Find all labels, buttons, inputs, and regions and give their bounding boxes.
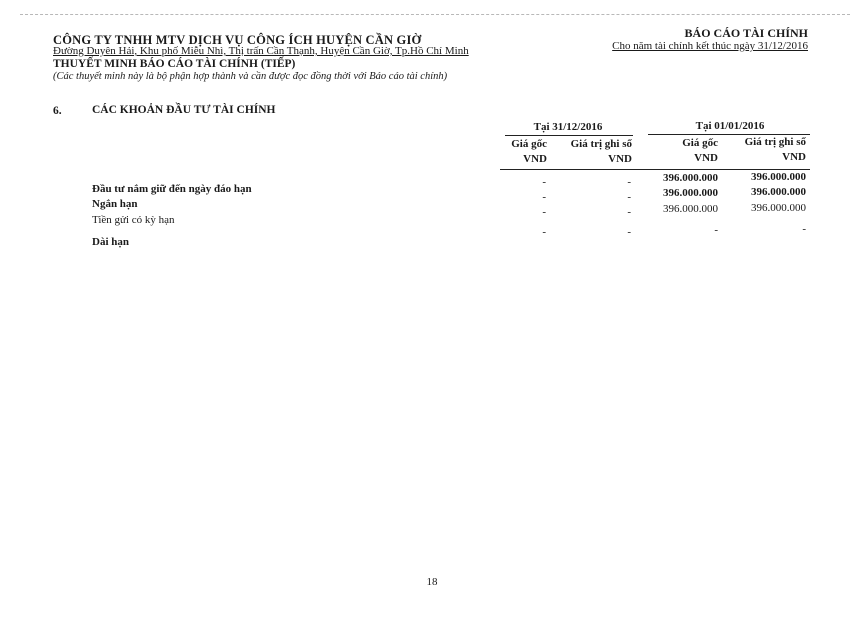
row-label-long-term: Dài hạn [92, 236, 129, 248]
col-unit-2: VND [608, 153, 632, 165]
cell: 396.000.000 [663, 187, 718, 199]
section-number: 6. [53, 105, 62, 117]
cell: 396.000.000 [751, 186, 806, 198]
company-address: Đường Duyên Hải, Khu phố Miễu Nhì, Thị trấn Cần Thạnh, Huyện Cần Giờ, Tp.Hồ Chí Minh [53, 45, 469, 57]
group-underline [648, 134, 810, 135]
page-number: 18 [426, 576, 438, 588]
cell: 396.000.000 [663, 172, 718, 184]
col-header-cost-2: Giá gốc [682, 137, 718, 149]
header-rule [500, 169, 810, 170]
col-header-cost-1: Giá gốc [511, 138, 547, 150]
top-dashed-edge [20, 14, 850, 15]
cell: - [627, 226, 631, 238]
report-title: BÁO CÁO TÀI CHÍNH [684, 26, 808, 40]
col-header-book-1: Giá trị ghi sổ [570, 138, 632, 150]
report-period: Cho năm tài chính kết thúc ngày 31/12/2016 [612, 40, 808, 52]
cell: - [542, 206, 546, 218]
col-unit-1: VND [523, 153, 547, 165]
cell: - [627, 176, 631, 188]
cell: 396.000.000 [751, 171, 806, 183]
col-unit-4: VND [782, 151, 806, 163]
cell: - [802, 223, 806, 235]
cell: 396.000.000 [663, 203, 718, 215]
col-unit-3: VND [694, 152, 718, 164]
cell: - [542, 226, 546, 238]
company-name: CÔNG TY TNHH MTV DỊCH VỤ CÔNG ÍCH HUYỆN CẦN GIỜ [53, 33, 422, 47]
cell: - [542, 176, 546, 188]
cell: - [627, 206, 631, 218]
section-title: CÁC KHOẢN ĐẦU TƯ TÀI CHÍNH [92, 104, 276, 116]
cell: 396.000.000 [751, 202, 806, 214]
cell: - [627, 191, 631, 203]
cell: - [714, 224, 718, 236]
row-label-term-deposits: Tiền gửi có kỳ hạn [92, 214, 175, 226]
notes-subtitle: (Các thuyết minh này là bộ phận hợp thành và cần được đọc đồng thời với Báo cáo tài chính) [53, 71, 448, 82]
cell: - [542, 191, 546, 203]
group-header-2016-end: Tại 31/12/2016 [533, 121, 603, 133]
row-label-short-term: Ngắn hạn [92, 198, 138, 210]
group-underline [505, 135, 633, 136]
col-header-book-2: Giá trị ghi sổ [744, 136, 806, 148]
group-header-2016-start: Tại 01/01/2016 [695, 120, 765, 132]
row-label-held-to-maturity: Đầu tư nắm giữ đến ngày đáo hạn [92, 183, 252, 195]
notes-title: THUYẾT MINH BÁO CÁO TÀI CHÍNH (TIẾP) [53, 58, 296, 70]
